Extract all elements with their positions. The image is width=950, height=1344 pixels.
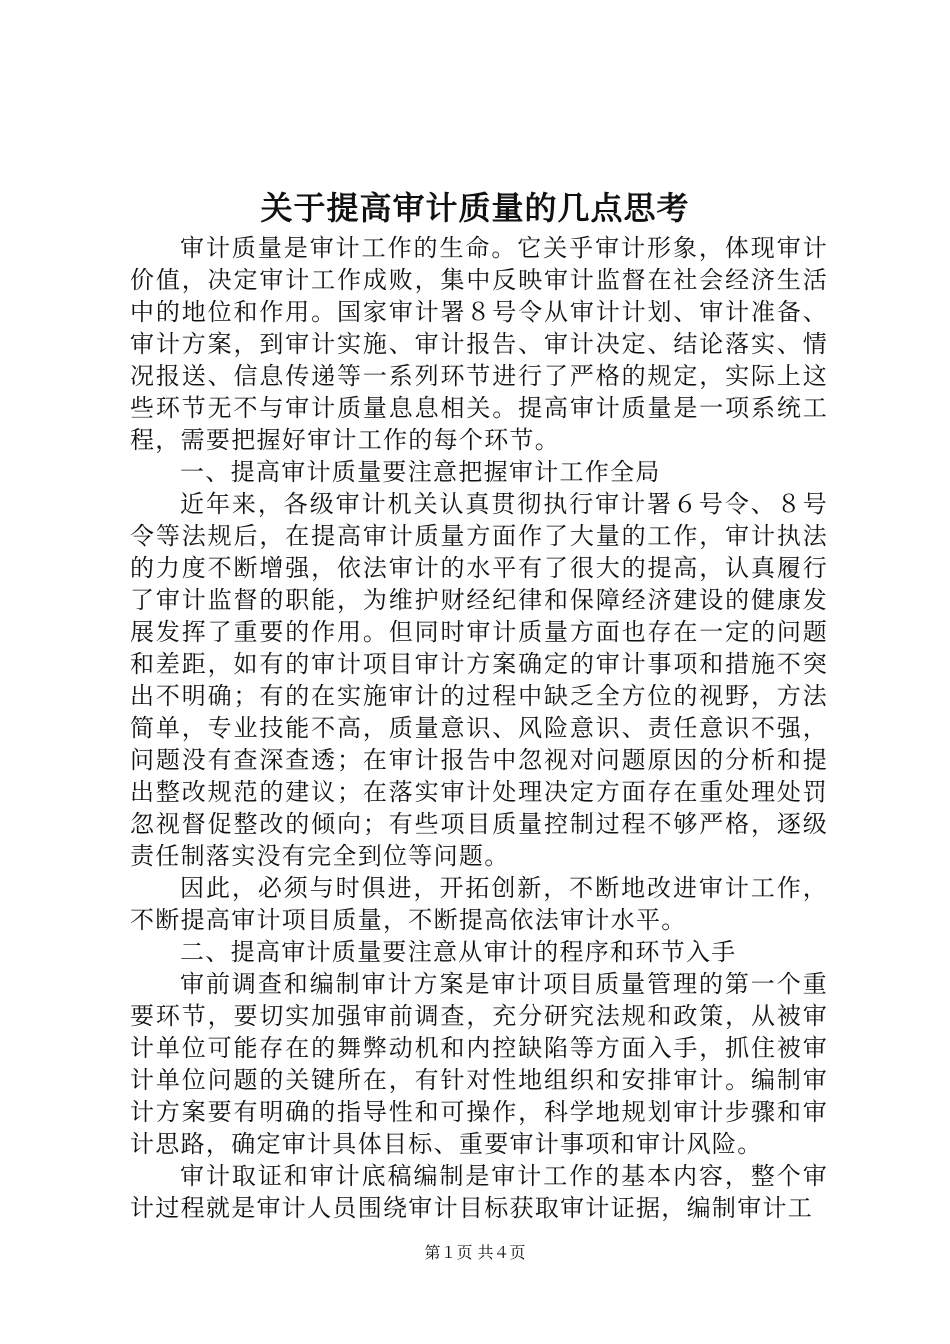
document-body (130, 232, 828, 1224)
paragraph-intro: 审计质量是审计工作的生命。它关乎审计形象，体现审计价值，决定审计工作成败，集中反映审计监督在社会经济生活中的地位和作用。国家审计署８号令从审计计划、审计准备、审计方案，到审计实施、审计报告、审计决定、结论落实、情况报送、信息传递等一系列环节进行了严格的规定，实际上这些环节无不与审计质量息息相关。提高审计质量是一项系统工程，需要把握好审计工作的每个环节。 (130, 234, 828, 454)
paragraph-section-2b: 审计取证和审计底稿编制是审计工作的基本内容，整个审计过程就是审计人员围绕审计目标获取审计证据，编制审计工 (130, 1162, 828, 1222)
section-heading-1: 一、提高审计质量要注意把握审计工作全局 (180, 458, 661, 486)
section-heading-2: 二、提高审计质量要注意从审计的程序和环节入手 (180, 938, 737, 966)
document-title: 关于提高审计质量的几点思考 (260, 189, 690, 227)
page-number-footer: 第１页 共４页 (424, 1243, 526, 1262)
paragraph-section-1: 近年来，各级审计机关认真贯彻执行审计署６号令、８号令等法规后，在提高审计质量方面作了大量的工作，审计执法的力度不断增强，依法审计的水平有了很大的提高，认真履行了审计监督的职能，为维护财经纪律和保障经济建设的健康发展发挥了重要的作用。但同时审计质量方面也存在一定的问题和差距，如有的审计项目审计方案确定的审计事项和措施不突出不明确；有的在实施审计的过程中缺乏全方位的视野，方法简单，专业技能不高，质量意识、风险意识、责任意识不强，问题没有查深查透；在审计报告中忽视对问题原因的分析和提出整改规范的建议；在落实审计处理决定方面存在重处理处罚忽视督促整改的倾向；有些项目质量控制过程不够严格，逐级责任制落实没有完全到位等问题。 (130, 490, 828, 870)
paragraph-conclusion-1: 因此，必须与时俱进，开拓创新，不断地改进审计工作，不断提高审计项目质量，不断提高依法审计水平。 (130, 874, 828, 934)
paragraph-section-2a: 审前调查和编制审计方案是审计项目质量管理的第一个重要环节，要切实加强审前调查，充分研究法规和政策，从被审计单位可能存在的舞弊动机和内控缺陷等方面入手，抓住被审计单位问题的关键所在，有针对性地组织和安排审计。编制审计方案要有明确的指导性和可操作，科学地规划审计步骤和审计思路，确定审计具体目标、重要审计事项和审计风险。 (130, 970, 828, 1158)
